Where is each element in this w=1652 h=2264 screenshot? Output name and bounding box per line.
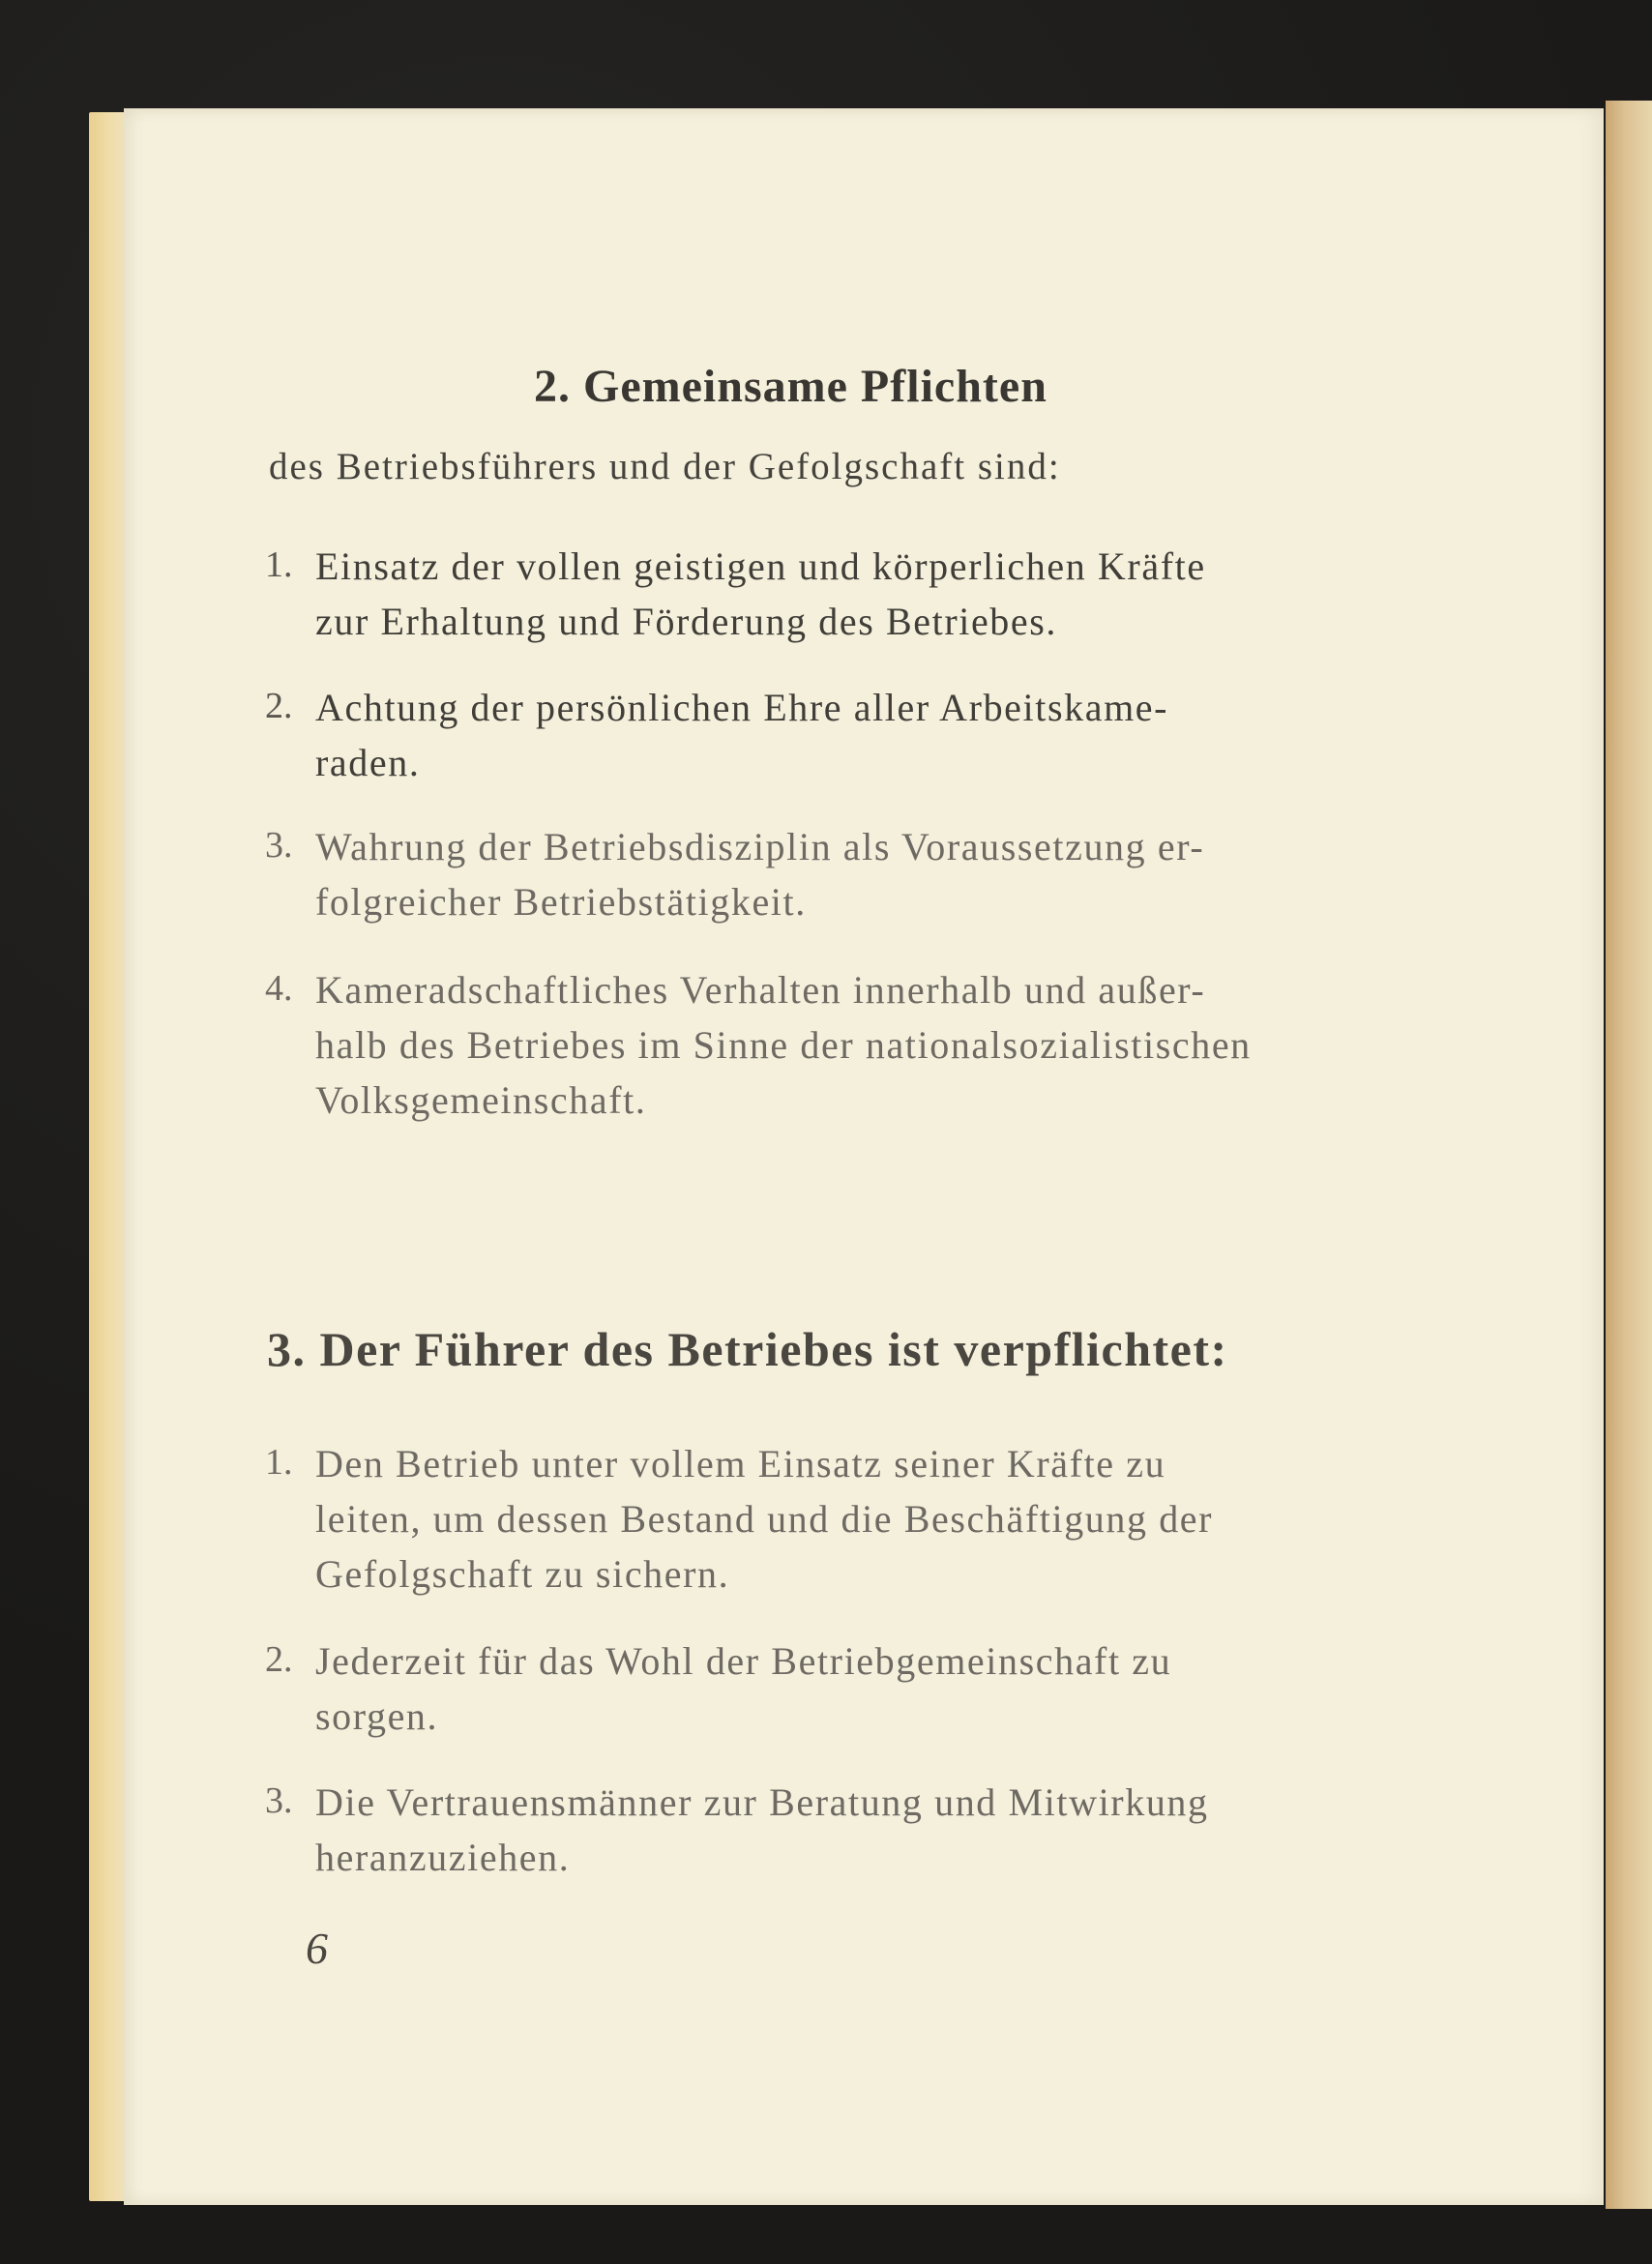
item-number: 1. (265, 1442, 293, 1483)
item-number: 3. (265, 825, 293, 866)
item-number: 2. (265, 1639, 293, 1680)
section2-subheading: des Betriebsführers und der Gefolgschaft sind: (269, 446, 1061, 487)
item-line: zur Erhaltung und Förderung des Betriebes. (315, 600, 1058, 643)
item-number: 1. (265, 544, 293, 585)
item-line: Einsatz der vollen geistigen und körperlichen Kräfte (315, 544, 1206, 588)
item-line: Gefolgschaft zu sichern. (315, 1552, 730, 1596)
item-line: sorgen. (315, 1694, 439, 1738)
page-number: 6 (306, 1924, 328, 1973)
item-number: 4. (265, 968, 293, 1009)
item-line: Die Vertrauensmänner zur Beratung und Mitwirkung (315, 1780, 1209, 1824)
item-line: raden. (315, 741, 421, 784)
item-line: leiten, um dessen Bestand und die Beschäftigung der (315, 1497, 1214, 1541)
item-line: Wahrung der Betriebsdisziplin als Voraussetzung er- (315, 825, 1205, 868)
item-line: folgreicher Betriebstätigkeit. (315, 880, 807, 924)
item-line: Volksgemeinschaft. (315, 1078, 647, 1122)
item-line: heranzuziehen. (315, 1836, 571, 1879)
item-line: Den Betrieb unter vollem Einsatz seiner Kräfte zu (315, 1442, 1166, 1485)
section2-heading: 2. Gemeinsame Pflichten (534, 361, 1047, 412)
item-number: 3. (265, 1780, 293, 1821)
item-line: halb des Betriebes im Sinne der nationalsozialistischen (315, 1023, 1252, 1067)
item-line: Jederzeit für das Wohl der Betriebgemeinschaft zu (315, 1639, 1172, 1683)
item-line: Achtung der persönlichen Ehre aller Arbeitskame- (315, 686, 1169, 729)
item-line: Kameradschaftliches Verhalten innerhalb und außer- (315, 968, 1206, 1012)
section3-heading: 3. Der Führer des Betriebes ist verpflichtet: (267, 1322, 1228, 1376)
item-number: 2. (265, 686, 293, 726)
